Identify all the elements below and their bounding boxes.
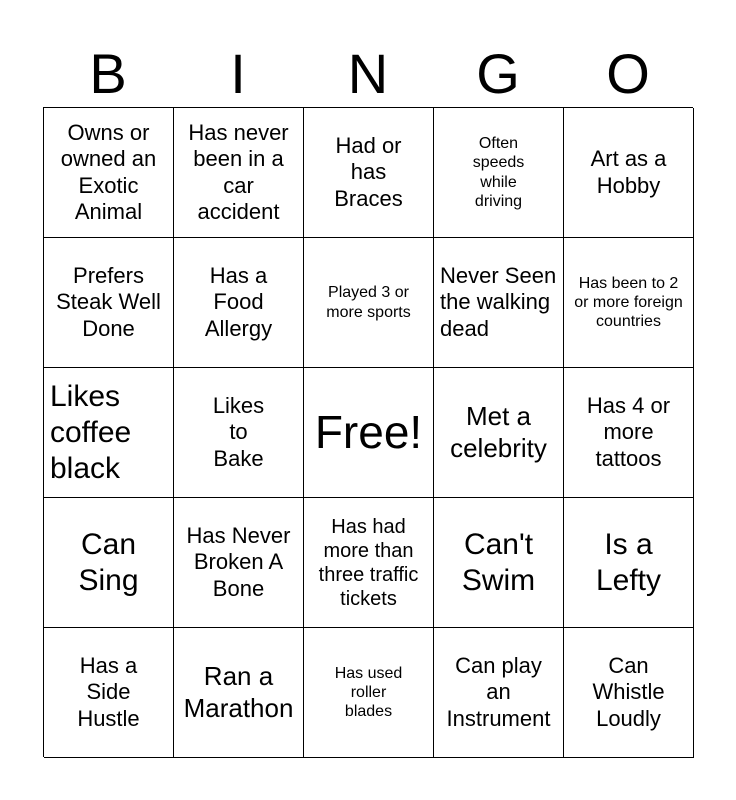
bingo-cell[interactable]	[174, 108, 304, 238]
header-letter-b: B	[89, 42, 127, 105]
bingo-cell[interactable]	[564, 628, 694, 758]
bingo-cell-label: Has a Side Hustle	[77, 652, 140, 731]
bingo-cell-label: Can Sing	[78, 527, 139, 597]
bingo-cell-label: Has been to 2 or more foreign countries	[574, 274, 683, 331]
bingo-cell-label: Can Whistle Loudly	[592, 652, 665, 731]
bingo-cell[interactable]	[564, 108, 694, 238]
bingo-cell[interactable]	[44, 498, 174, 628]
header-letter-g: G	[476, 42, 520, 105]
bingo-cell-label: Can't Swim	[461, 527, 536, 597]
bingo-header	[43, 40, 693, 108]
bingo-cell[interactable]	[304, 498, 434, 628]
bingo-cell[interactable]	[44, 108, 174, 238]
bingo-cell-label: Has used roller blades	[334, 664, 403, 721]
bingo-cell-label: Likes coffee black	[50, 379, 132, 485]
bingo-cell-label: Has a Food Allergy	[204, 262, 273, 341]
bingo-cell[interactable]	[174, 368, 304, 498]
bingo-cell[interactable]	[434, 498, 564, 628]
bingo-cell-label: Never Seen the walking dead	[440, 262, 557, 341]
bingo-cell-label: Can play an Instrument	[446, 652, 551, 731]
bingo-cell-label: Met a celebrity	[450, 401, 547, 463]
bingo-cell-label: Has Never Broken A Bone	[186, 522, 291, 601]
bingo-cell[interactable]	[304, 238, 434, 368]
header-letter-i: I	[230, 42, 246, 105]
bingo-cell[interactable]	[434, 108, 564, 238]
bingo-cell-label: Played 3 or more sports	[326, 284, 411, 321]
bingo-cell[interactable]	[44, 368, 174, 498]
bingo-cell-free[interactable]	[304, 368, 434, 498]
bingo-cell-label: Ran a Marathon	[183, 661, 294, 723]
bingo-cell-label: Has never been in a car accident	[188, 119, 289, 224]
bingo-cell-label: Often speeds while driving	[472, 135, 525, 210]
bingo-cell-label: Is a Lefty	[595, 527, 662, 597]
bingo-cell[interactable]	[174, 238, 304, 368]
bingo-cell-label: Art as a Hobby	[590, 146, 667, 198]
bingo-cell[interactable]	[44, 628, 174, 758]
bingo-cell[interactable]	[564, 238, 694, 368]
bingo-cell[interactable]	[174, 628, 304, 758]
bingo-cell[interactable]	[434, 368, 564, 498]
bingo-cell[interactable]	[564, 368, 694, 498]
bingo-cell[interactable]	[434, 238, 564, 368]
bingo-cell[interactable]	[304, 108, 434, 238]
header-letter-n: N	[347, 42, 389, 105]
free-space-label: Free!	[314, 405, 423, 458]
header-letter-o: O	[606, 42, 650, 105]
bingo-cell[interactable]	[44, 238, 174, 368]
bingo-cell-label: Likes to Bake	[212, 392, 265, 471]
bingo-cell-label: Has 4 or more tattoos	[586, 392, 671, 471]
bingo-cell[interactable]	[304, 628, 434, 758]
bingo-cell[interactable]	[564, 498, 694, 628]
bingo-cell-label: Prefers Steak Well Done	[56, 262, 161, 341]
bingo-cell-label: Has had more than three traffic tickets	[318, 515, 419, 610]
bingo-cell-label: Owns or owned an Exotic Animal	[60, 119, 157, 224]
bingo-cell[interactable]	[434, 628, 564, 758]
bingo-card-grid	[43, 107, 693, 757]
bingo-cell-label: Had or has Braces	[334, 132, 403, 211]
bingo-cell[interactable]	[174, 498, 304, 628]
